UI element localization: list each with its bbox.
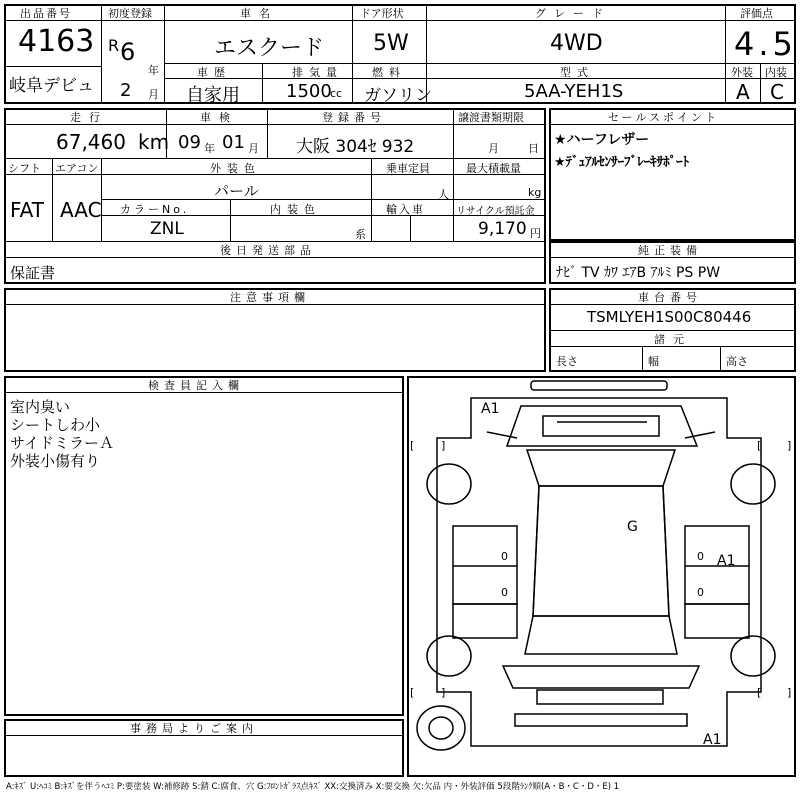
- mileage-label: 走行: [70, 111, 108, 124]
- max-load-unit: kg: [528, 186, 542, 199]
- door-label: ドア形状: [360, 7, 404, 20]
- shift-label: シフト: [8, 162, 41, 175]
- later-parts-label: 後日発送部品: [220, 244, 316, 257]
- transfer-month: 月: [488, 142, 499, 155]
- mark-a1-bottom: A1: [703, 732, 722, 748]
- lot-label: 出品番号: [20, 7, 72, 20]
- sales-points-label: セールスポイント: [608, 111, 720, 124]
- aircon-label: エアコン: [55, 162, 99, 175]
- mark-a1-top: A1: [481, 401, 500, 417]
- shift-value: FAT: [10, 198, 45, 222]
- notes-label: 注意事項欄: [230, 291, 310, 304]
- venue: 岐阜デビュ: [9, 76, 94, 96]
- displacement-unit: cc: [330, 87, 343, 100]
- ext-label: 外装: [731, 66, 753, 79]
- sales-point-2: ★ﾃﾞｭｱﾙｾﾝｻｰﾌﾞﾚｰｷｻﾎﾟｰﾄ: [554, 155, 690, 170]
- svg-text:0: 0: [501, 550, 508, 563]
- mileage-unit: km: [138, 130, 170, 154]
- capacity-label: 乗車定員: [386, 162, 430, 175]
- model-label: 型式: [560, 66, 594, 79]
- displacement-label: 排気量: [292, 66, 343, 79]
- int-score: C: [770, 80, 784, 104]
- int-color-label: 内装色: [270, 203, 321, 216]
- first-reg-month: 2: [120, 80, 132, 101]
- displacement-value: 1500: [286, 81, 332, 102]
- door-value: 5W: [373, 31, 409, 56]
- dims-length: 長さ: [556, 355, 578, 368]
- svg-text:0: 0: [501, 586, 508, 599]
- car-diagram: [407, 376, 796, 777]
- svg-text:]: ]: [787, 686, 792, 699]
- grade-label: グレード: [535, 7, 611, 20]
- dims-label: 諸元: [654, 333, 692, 346]
- reg-no-value: 大阪 304ｾ 932: [296, 137, 415, 157]
- car-name: エスクード: [214, 36, 325, 61]
- dims-width: 幅: [648, 355, 659, 368]
- aircon-value: AAC: [60, 198, 102, 222]
- svg-text:]: ]: [441, 439, 446, 452]
- inspector-line-1: 室内臭い: [10, 398, 71, 416]
- first-reg-month-unit: 月: [148, 88, 159, 101]
- first-reg-era: R: [108, 36, 120, 55]
- inspector-label: 検査員記入欄: [148, 379, 244, 392]
- first-reg-year: 6: [120, 38, 136, 66]
- inspection-year-unit: 年: [204, 142, 215, 155]
- svg-text:[: [: [410, 686, 415, 699]
- recycle-value: 9,170: [478, 219, 527, 239]
- capacity-unit: 人: [438, 188, 449, 201]
- import-label: 輸入車: [386, 203, 425, 216]
- model-value: 5AA-YEH1S: [524, 81, 624, 102]
- int-color-unit: 系: [355, 228, 366, 241]
- ext-color-value: パール: [214, 182, 259, 200]
- chassis-label: 車台番号: [638, 291, 702, 304]
- sales-point-1: ★ハーフレザー: [554, 132, 650, 148]
- genuine-value: ﾅﾋﾞ TV ｶﾜ ｴｱB ｱﾙﾐ PS PW: [556, 265, 721, 281]
- max-load-label: 最大積載量: [466, 162, 521, 175]
- mark-a1-right: A1: [717, 553, 736, 569]
- legend: A:ｷｽﾞ U:ﾍｺﾐ B:ｷｽﾞを伴うﾍｺﾐ P:要塗装 W:補修跡 S:錆 C:腐食、穴 G:ﾌﾛﾝﾄｶﾞﾗｽ点ｷｽﾞ XX:交換済み X:要交換 欠:欠品 内・外装評価 5段階ﾗﾝｸ順(A・B・C・D・E) 1: [6, 782, 620, 792]
- transfer-label: 譲渡書類期限: [458, 111, 524, 124]
- int-label: 内装: [765, 66, 787, 79]
- recycle-label: リサイクル預託金: [456, 206, 535, 217]
- history-value: 自家用: [186, 85, 240, 106]
- inspection-month-unit: 月: [248, 142, 259, 155]
- svg-text:0: 0: [697, 550, 704, 563]
- score-value: 4.5: [734, 25, 797, 63]
- inspector-line-4: 外装小傷有り: [10, 452, 101, 470]
- inspection-month: 01: [222, 132, 245, 153]
- svg-text:]: ]: [441, 686, 446, 699]
- office-label: 事務局よりご案内: [130, 722, 258, 735]
- later-parts-value: 保証書: [10, 264, 56, 282]
- first-reg-label: 初度登録: [108, 7, 152, 20]
- chassis-value: TSMLYEH1S00C80446: [587, 308, 752, 326]
- svg-text:[: [: [757, 686, 762, 699]
- sales-points-block: [549, 108, 796, 241]
- ext-score: A: [736, 80, 750, 104]
- history-label: 車歴: [197, 66, 231, 79]
- genuine-label: 純正装備: [638, 244, 702, 257]
- grade-value: 4WD: [550, 31, 603, 56]
- inspector-line-3: サイドミラーＡ: [10, 434, 114, 452]
- mark-g: G: [627, 519, 638, 535]
- fuel-label: 燃料: [372, 66, 406, 79]
- first-reg-year-unit: 年: [148, 64, 159, 77]
- fuel-value: ガソリン: [364, 86, 432, 106]
- inspection-year: 09: [178, 132, 201, 153]
- score-label: 評価点: [740, 7, 773, 20]
- svg-text:[: [: [757, 439, 762, 452]
- recycle-unit: 円: [530, 227, 541, 240]
- inspector-line-2: シートしわ小: [10, 416, 101, 434]
- svg-text:0: 0: [697, 586, 704, 599]
- car-name-label: 車名: [240, 7, 278, 20]
- color-no-value: ZNL: [150, 219, 184, 239]
- mileage-value: 67,460: [56, 130, 126, 154]
- ext-color-label: 外装色: [210, 162, 261, 175]
- svg-text:[: [: [410, 439, 415, 452]
- reg-no-label: 登録番号: [322, 111, 386, 124]
- dims-height: 高さ: [726, 355, 748, 368]
- lot-number: 4163: [18, 24, 95, 59]
- inspection-label: 車検: [200, 111, 238, 124]
- color-no-label: カラーNo.: [120, 203, 190, 216]
- svg-text:]: ]: [787, 439, 792, 452]
- transfer-day: 日: [528, 142, 539, 155]
